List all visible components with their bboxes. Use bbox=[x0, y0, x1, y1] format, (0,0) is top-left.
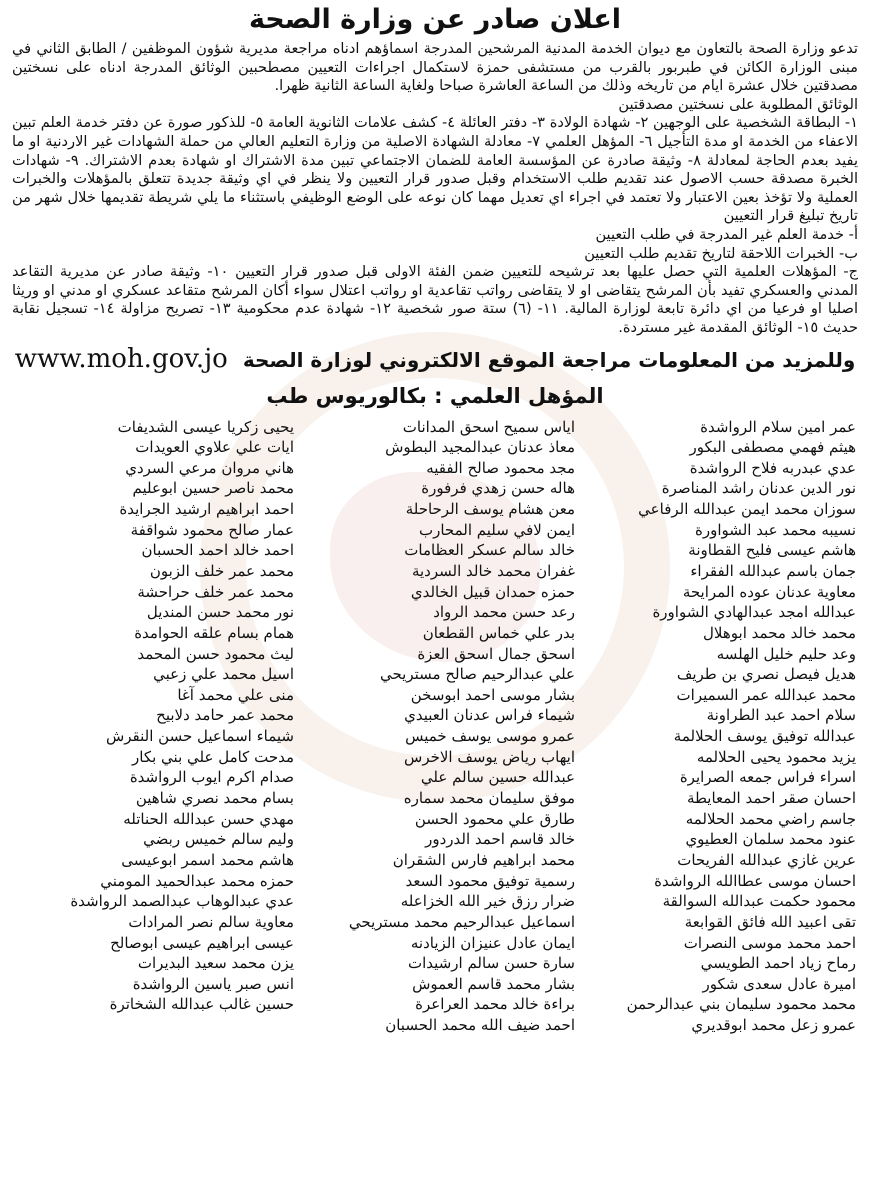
candidate-name: ايمن لافي سليم المحارب bbox=[418, 520, 575, 539]
candidate-name: عيسى ابراهيم عيسى ابوصالح bbox=[110, 933, 294, 952]
candidate-name: بسام محمد نصري شاهين bbox=[135, 789, 294, 808]
intro-text bbox=[12, 40, 858, 338]
candidate-name: عنود محمد سلمان العطيوي bbox=[685, 830, 856, 849]
candidate-name: احسان موسى عطاالله الرواشدة bbox=[654, 871, 856, 890]
documents-heading: الوثائق المطلوبة على نسختين مصدقتين bbox=[618, 95, 858, 113]
website-url: www.moh.gov.jo bbox=[14, 343, 228, 374]
candidate-name: ليث محمود حسن المحمد bbox=[137, 644, 294, 663]
candidate-name: اميرة عادل سعدى شكور bbox=[702, 974, 856, 993]
candidate-name: حمزه حمدان قبيل الخالدي bbox=[410, 582, 575, 601]
candidate-name: هاشم عيسى فليح القطاونة bbox=[688, 541, 856, 560]
exception-b: ب- الخبرات اللاحقة لتاريخ تقديم طلب التعيين bbox=[584, 244, 858, 262]
candidate-name: رسمية توفيق محمود السعد bbox=[405, 871, 575, 890]
candidate-name: نور محمد حسن المنديل bbox=[146, 603, 294, 622]
candidate-name: عدي عبدالوهاب عبدالصمد الرواشدة bbox=[70, 892, 294, 911]
candidate-name: رماح زياد احمد الطويسي bbox=[700, 954, 856, 973]
candidate-name: منى علي محمد آغا bbox=[177, 685, 294, 704]
candidate-name: محمد عمر خلف الزبون bbox=[149, 561, 294, 580]
candidate-name: محمد محمود سليمان بني عبدالرحمن bbox=[626, 995, 856, 1014]
candidate-name: حمزه محمد عبدالحميد المومني bbox=[100, 871, 294, 890]
candidate-name: غفران محمد خالد السردية bbox=[411, 561, 575, 580]
candidate-name: محمد ابراهيم فارس الشقران bbox=[392, 850, 575, 869]
announcement-title: اعلان صادر عن وزارة الصحة bbox=[248, 4, 622, 35]
candidate-name: طارق علي محمود الحسن bbox=[414, 809, 575, 828]
candidate-name: بدر علي خماس القطعان bbox=[422, 623, 575, 642]
candidate-name: جاسم راضي محمد الحلالمه bbox=[685, 809, 856, 828]
candidate-name: بشار محمد قاسم العموش bbox=[412, 974, 575, 993]
candidate-name: موفق سليمان محمد سماره bbox=[403, 789, 575, 808]
candidate-name: علي عبدالرحيم صالح مستريحي bbox=[379, 665, 575, 684]
candidate-name: معن هشام يوسف الرحاحلة bbox=[405, 500, 575, 519]
candidate-name: براءة خالد محمد العراعرة bbox=[415, 995, 575, 1014]
candidate-name: احسان صقر احمد المعايطة bbox=[686, 789, 856, 808]
candidate-name: نسيبه محمد عبد الشواورة bbox=[695, 520, 856, 539]
candidate-name: سلام احمد عبد الطراونة bbox=[706, 706, 856, 725]
names-column-middle bbox=[295, 417, 575, 1036]
candidate-name: انس صبر ياسين الرواشدة bbox=[132, 974, 294, 993]
candidate-name: عمر امين سلام الرواشدة bbox=[700, 417, 856, 436]
candidate-name: احمد ابراهيم ارشيد الجرايدة bbox=[119, 500, 294, 519]
candidate-name: اسراء فراس جمعه الصرايرة bbox=[679, 768, 856, 787]
candidate-name: هيثم فهمي مصطفى البكور bbox=[689, 438, 856, 457]
candidate-name: ايهاب رياض يوسف الاخرس bbox=[404, 747, 575, 766]
candidate-name: سارة حسن سالم ارشيدات bbox=[408, 954, 575, 973]
candidate-name: عرين غازي عبدالله الفريحات bbox=[677, 850, 856, 869]
exception-c: ج- المؤهلات العلمية التي حصل عليها بعد ترشيحه للتعيين ضمن الفئة الاولى قبل صدور قرار التعيين ١٠- وثيقة صادر عن مديرية التقاعد المدني والعسكري تفيد بأن المرشح يتقاضى او لا يتقاضى رواتب تقاعدية او رواتب اعتلال سواء أكان المرشح متقاعد عسكري او مدني او وريثا اصليا او فرعيا من اي دائرة تابعة لوزارة المالية. ١١- (٦) ستة صور شخصية ١٢- شهادة عدم محكومية ١٣- تصريح مزاولة ١٤- تسجيل نقابة حديث ١٥- الوثائق المقدمة غير مستردة. bbox=[12, 263, 858, 336]
candidate-name: عبدالله توفيق يوسف الحلالمة bbox=[673, 727, 856, 746]
candidate-name: محمد عبدالله عمر السميرات bbox=[676, 685, 856, 704]
candidate-name: تقى اعبيد الله فائق القوابعة bbox=[684, 912, 856, 931]
candidate-name: هاله حسن زهدي فرفورة bbox=[421, 479, 575, 498]
candidate-name: ايمان عادل عنيزان الزيادنه bbox=[410, 933, 575, 952]
candidate-name: عبدالله امجد عبدالهادي الشواورة bbox=[652, 603, 856, 622]
announcement-page bbox=[0, 2, 870, 1036]
candidate-name: معاوية عدنان عوده المرايحة bbox=[682, 582, 856, 601]
candidate-name: سوزان محمد ايمن عبدالله الرفاعي bbox=[638, 500, 856, 519]
candidate-name: محمد عمر خلف حراحشة bbox=[137, 582, 294, 601]
candidate-name: عمرو زعل محمد ابوقديري bbox=[691, 1016, 856, 1035]
candidate-name: هاشم محمد اسمر ابوعيسى bbox=[121, 850, 294, 869]
candidate-name: خالد سالم عسكر العظامات bbox=[404, 541, 575, 560]
candidate-name: عبدالله حسين سالم علي bbox=[420, 768, 575, 787]
candidate-name: يزن محمد سعيد البديرات bbox=[137, 954, 294, 973]
candidate-name: احمد خالد احمد الحسبان bbox=[141, 541, 294, 560]
candidate-name: اسيل محمد علي زعبي bbox=[153, 665, 294, 684]
candidate-name: رعد حسن محمد الرواد bbox=[433, 603, 575, 622]
candidate-name: اياس سميح اسحق المدانات bbox=[402, 417, 575, 436]
candidate-name: معاذ عدنان عبدالمجيد البطوش bbox=[385, 438, 575, 457]
exception-a: أ- خدمة العلم غير المدرجة في طلب التعيين bbox=[595, 225, 858, 243]
candidate-name: نور الدين عدنان راشد المناصرة bbox=[661, 479, 856, 498]
website-line bbox=[8, 344, 862, 375]
candidate-name: خالد قاسم احمد الدردور bbox=[425, 830, 575, 849]
candidate-name: احمد ضيف الله محمد الحسبان bbox=[385, 1016, 575, 1035]
candidate-name: وعد حليم خليل الهلسه bbox=[716, 644, 856, 663]
qualification-heading: المؤهل العلمي : بكالوريوس طب bbox=[266, 383, 604, 408]
candidate-name: ايات علي علاوي العويدات bbox=[135, 438, 294, 457]
candidate-name: اسماعيل عبدالرحيم محمد مستريحي bbox=[348, 912, 575, 931]
intro-paragraph: تدعو وزارة الصحة بالتعاون مع ديوان الخدمة المدنية المرشحين المدرجة اسماؤهم ادناه مراجعة مديرية شؤون الموظفين / الطابق الثاني في مبنى الوزارة الكائن في طبربور بالقرب من مستشفى حمزة لاستكمال اجراءات التعيين مصطحبين الوثائق المدرجة ادناه على نسختين مصدقتين خلال عشرة ايام من تاريخه وذلك من الساعة العاشرة صباحا ولغاية الساعة الثانية ظهرا. bbox=[12, 40, 858, 95]
candidate-name: اسحق جمال اسحق العزة bbox=[417, 644, 575, 663]
candidate-name: محمد خالد محمد ابوهلال bbox=[703, 623, 856, 642]
names-columns bbox=[8, 417, 862, 1036]
candidate-name: عمار صالح محمود شواقفة bbox=[130, 520, 294, 539]
website-text: وللمزيد من المعلومات مراجعة الموقع الالكتروني لوزارة الصحة bbox=[242, 347, 856, 372]
candidate-name: هاني مروان مرعي السردي bbox=[125, 458, 294, 477]
candidate-name: معاوية سالم نصر المرادات bbox=[128, 912, 294, 931]
candidate-name: جمان باسم عبدالله الفقراء bbox=[690, 561, 856, 580]
candidate-name: همام بسام علقه الحوامدة bbox=[134, 623, 294, 642]
candidate-name: محمد عمر حامد دلابيح bbox=[156, 706, 294, 725]
candidate-name: احمد محمد موسى النصرات bbox=[683, 933, 856, 952]
candidate-name: يزيد محمود يحيى الحلالمه bbox=[696, 747, 856, 766]
candidate-name: عمرو موسى يوسف خميس bbox=[405, 727, 575, 746]
candidate-name: محمود حكمت عبدالله السوالقة bbox=[662, 892, 856, 911]
candidate-name: وليم سالم خميس ربضي bbox=[143, 830, 294, 849]
documents-list: ١- البطاقة الشخصية على الوجهين ٢- شهادة الولادة ٣- دفتر العائلة ٤- كشف علامات الثانوية العامة ٥- للذكور صورة عن دفتر خدمة العلم تبين الاعفاء من الخدمة او مدة التأجيل ٦- المؤهل العلمي ٧- معادلة الشهادة الاصلية من وزارة التعليم العالي من حملة الشهادات غير الاردنية او ما يفيد بعدم الحاجة لمعادلة ٨- وثيقة صادرة عن المؤسسة العامة للضمان الاجتماعي تبين مدة الاشتراك او شهادة بعدم الاشتراك. ٩- شهادات الخبرة مصدقة حسب الاصول عند تقديم طلب الاستخدام وقبل صدور قرار التعيين ولا ينظر في اي وثيقة جديدة تتعلق بالمؤهلات والخبرات العملية ولا تؤخذ بعين الاعتبار ولا تعتمد في اجراء اي تعديل مهما كان نوعه على الوضع الوظيفي باستثناء ما يلي شريطة تقديمها خلال شهر من تاريخ تبليغ قرار التعيين bbox=[12, 114, 858, 225]
candidate-name: مهدي حسن عبدالله الحناتله bbox=[123, 809, 294, 828]
candidate-name: شيماء اسماعيل حسن النقرش bbox=[105, 727, 294, 746]
candidate-name: حسين غالب عبدالله الشخاترة bbox=[109, 995, 294, 1014]
candidate-name: شيماء فراس عدنان العبيدي bbox=[404, 706, 575, 725]
candidate-name: محمد ناصر حسين ابوعليم bbox=[132, 479, 294, 498]
candidate-name: بشار موسى احمد ابوسخن bbox=[410, 685, 575, 704]
candidate-name: صدام اكرم ايوب الرواشدة bbox=[129, 768, 294, 787]
candidate-name: عدي عبدربه فلاح الرواشدة bbox=[689, 458, 856, 477]
candidate-name: مجد محمود صالح الفقيه bbox=[426, 458, 575, 477]
candidate-name: مدحت كامل علي بني بكار bbox=[132, 747, 294, 766]
names-column-right bbox=[576, 417, 856, 1036]
candidate-name: ضرار رزق خير الله الخزاعله bbox=[400, 892, 575, 911]
candidate-name: هديل فيصل نصري بن طريف bbox=[676, 665, 856, 684]
names-column-left bbox=[14, 417, 294, 1036]
candidate-name: يحيى زكريا عيسى الشديفات bbox=[117, 417, 294, 436]
